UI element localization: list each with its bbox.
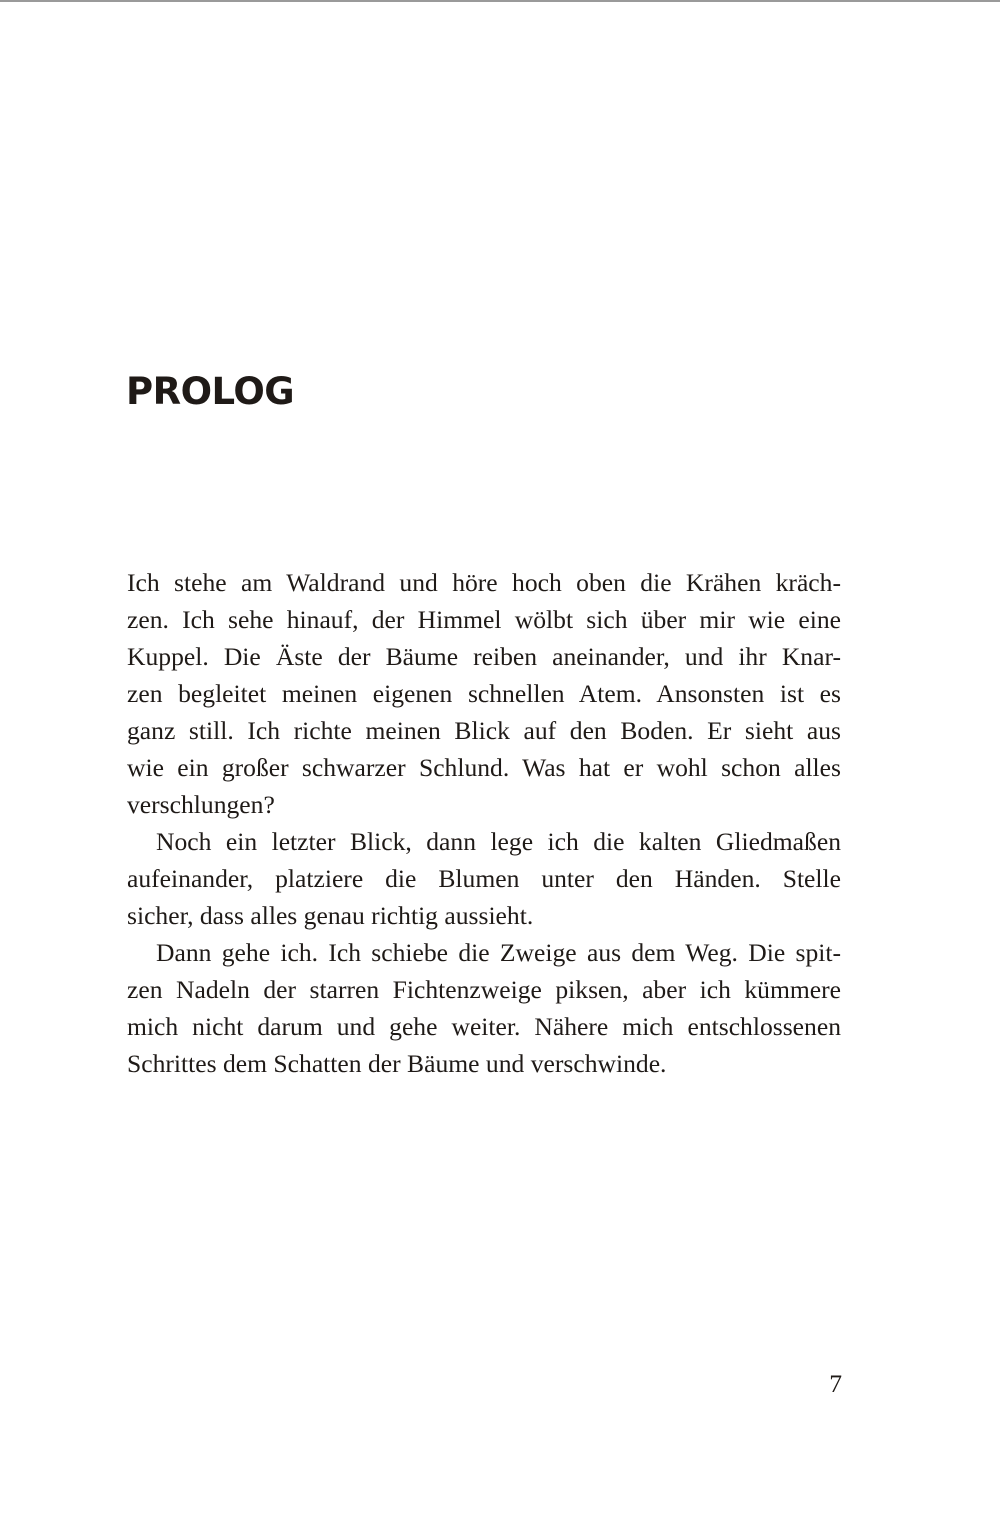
body-text — [127, 564, 841, 1082]
text-line: Kuppel. Die Äste der Bäume reiben aneinander, und ihr Knar- — [127, 642, 841, 671]
text-line: verschlungen? — [127, 790, 275, 819]
paragraph — [127, 564, 841, 823]
chapter-title: PROLOG — [126, 370, 295, 413]
top-border-line — [0, 0, 1000, 2]
text-line: Ich stehe am Waldrand und höre hoch oben die Krähen kräch- — [127, 568, 841, 597]
text-line: mich nicht darum und gehe weiter. Nähere mich entschlossenen — [127, 1012, 841, 1041]
text-line: aufeinander, platziere die Blumen unter den Händen. Stelle — [127, 864, 841, 893]
text-line: Schrittes dem Schatten der Bäume und verschwinde. — [127, 1049, 667, 1078]
text-line: zen begleitet meinen eigenen schnellen Atem. Ansonsten ist es — [127, 679, 841, 708]
text-line: zen Nadeln der starren Fichtenzweige piksen, aber ich kümmere — [127, 975, 841, 1004]
text-line: Dann gehe ich. Ich schiebe die Zweige aus dem Weg. Die spit- — [156, 938, 841, 967]
text-line: sicher, dass alles genau richtig aussieht. — [127, 901, 534, 930]
paragraph — [127, 934, 841, 1082]
text-line: wie ein großer schwarzer Schlund. Was hat er wohl schon alles — [127, 753, 841, 782]
text-line: zen. Ich sehe hinauf, der Himmel wölbt sich über mir wie eine — [127, 605, 841, 634]
paragraph — [127, 823, 841, 934]
page-number: 7 — [829, 1369, 842, 1398]
text-line: ganz still. Ich richte meinen Blick auf den Boden. Er sieht aus — [127, 716, 841, 745]
text-line: Noch ein letzter Blick, dann lege ich die kalten Gliedmaßen — [156, 827, 841, 856]
